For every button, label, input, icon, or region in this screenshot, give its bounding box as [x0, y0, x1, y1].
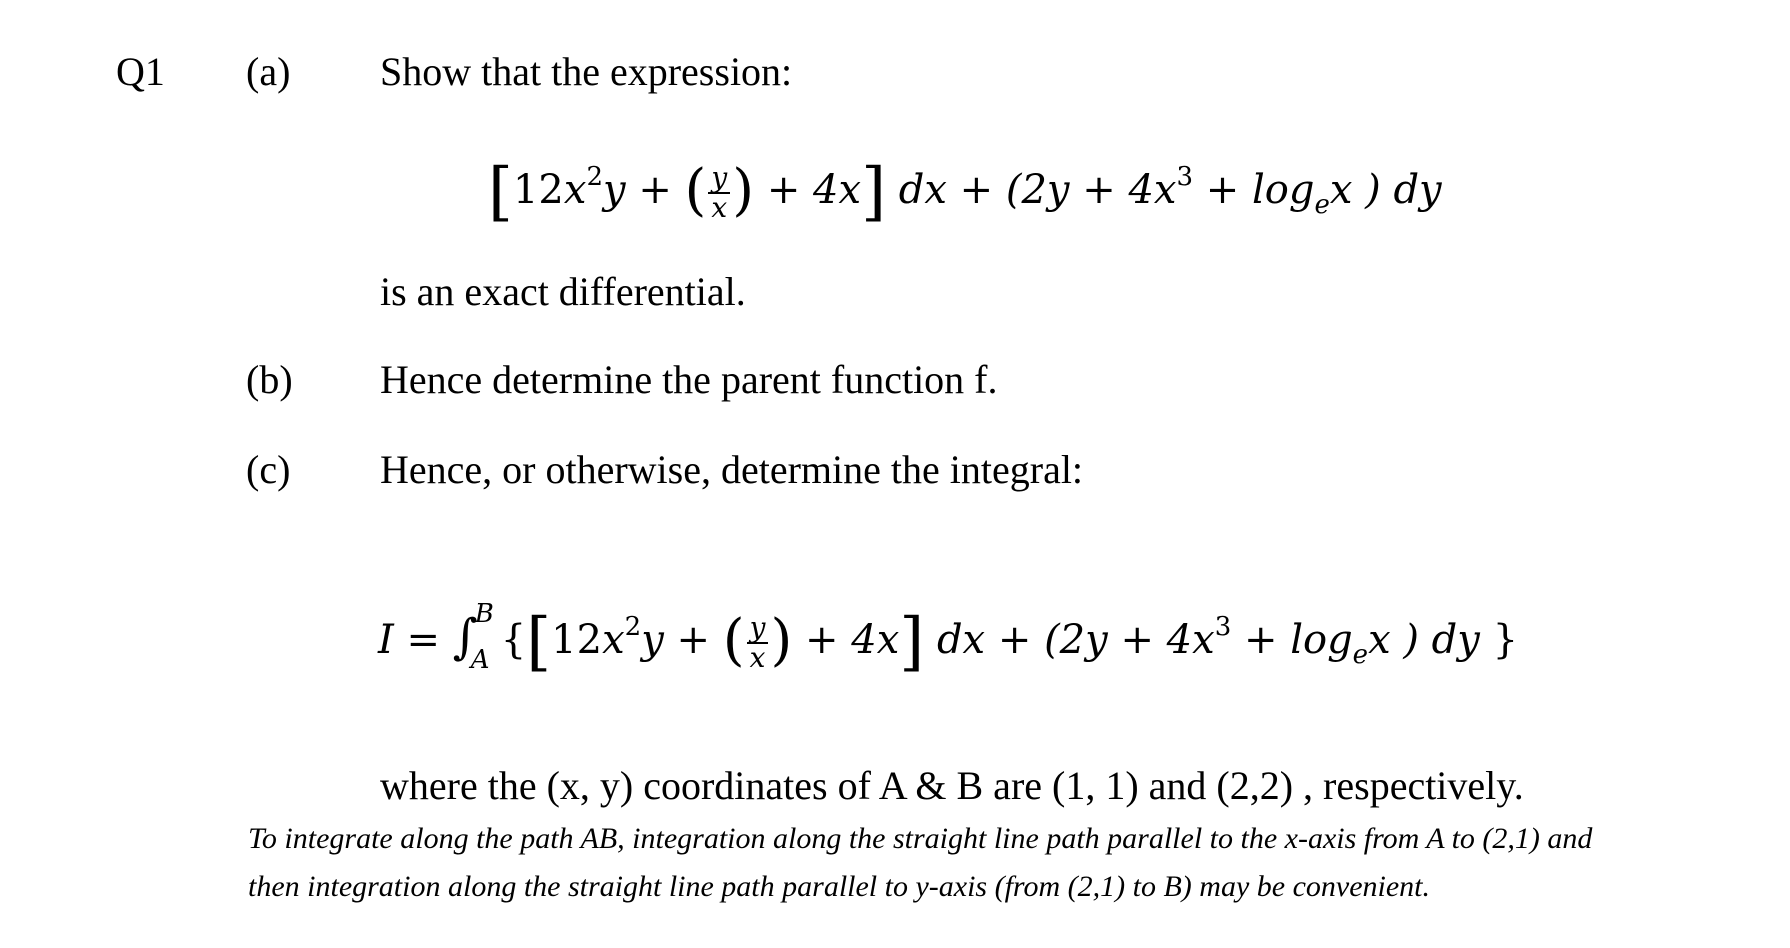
log-argument: x ) dy [1329, 167, 1442, 213]
plus-sign: + [1243, 617, 1278, 663]
exponent-3: 3 [1176, 162, 1194, 192]
part-b-label: (b) [246, 357, 293, 402]
part-c-label: (c) [246, 447, 291, 492]
fraction-y-over-x [708, 161, 730, 224]
fraction-denominator: x [749, 641, 766, 674]
plus-sign: + [1205, 167, 1240, 213]
integral-symbol: ∫ [452, 609, 478, 665]
coef-12: 12 [551, 617, 603, 663]
log-base: e [1314, 190, 1330, 220]
fraction-numerator: y [747, 614, 769, 644]
plus-sign: + [676, 617, 711, 663]
fraction-numerator: y [708, 164, 730, 194]
var-y: y [602, 167, 626, 213]
var-y: y [641, 617, 664, 663]
coef-12: 12 [512, 167, 564, 213]
close-brace: } [1492, 617, 1519, 663]
plus-sign: + [805, 617, 839, 663]
exponent-3: 3 [1214, 612, 1232, 642]
fraction-denominator: x [711, 191, 728, 224]
part-b-text: Hence determine the parent function f. [380, 357, 998, 402]
log-argument: x ) dy [1368, 617, 1480, 663]
log-base: e [1352, 640, 1369, 670]
term-4x: 4x [813, 167, 862, 213]
left-bracket: [ [526, 605, 552, 679]
plus-sign: + [997, 617, 1032, 663]
integral-lower-limit: A [470, 645, 490, 675]
integral-expression [378, 599, 1519, 679]
open-brace: { [500, 617, 527, 663]
exponent-2: 2 [624, 612, 642, 642]
integral-upper-limit: B [474, 599, 494, 629]
plus-sign: + [766, 167, 801, 213]
dy-term-start: (2y + 4x [1044, 617, 1215, 663]
plus-sign: + [959, 167, 994, 213]
coordinates-text: where the (x, y) coordinates of A & B are (1, 1) and (2,2) , respectively. [380, 763, 1524, 808]
log-term: log [1290, 617, 1353, 663]
left-bracket: [ [488, 155, 513, 229]
exact-differential-expression [488, 155, 1442, 229]
var-x: x [563, 167, 587, 213]
right-paren: ) [732, 158, 755, 223]
part-c-text: Hence, or otherwise, determine the integral: [380, 447, 1084, 492]
term-4x: 4x [851, 617, 900, 663]
log-term: log [1251, 167, 1315, 213]
integral-lhs: I = [378, 617, 441, 663]
plus-sign: + [638, 167, 672, 213]
var-x: x [602, 617, 625, 663]
hint-line-1: To integrate along the path AB, integration along the straight line path parallel to the x-axis from A to (2,1) and [248, 822, 1593, 855]
right-paren: ) [770, 608, 793, 673]
dx-term: dx [936, 617, 986, 663]
question-number: Q1 [116, 49, 165, 94]
part-a-label: (a) [246, 49, 291, 94]
exponent-2: 2 [586, 162, 603, 192]
part-a-intro: Show that the expression: [380, 49, 793, 94]
dx-term: dx [898, 167, 947, 213]
left-paren: ( [722, 608, 745, 673]
part-a-outro: is an exact differential. [380, 269, 746, 314]
right-bracket: ] [899, 605, 925, 679]
right-bracket: ] [861, 155, 887, 229]
hint-line-2: then integration along the straight line path parallel to y-axis (from (2,1) to B) may be convenient. [248, 870, 1431, 903]
left-paren: ( [684, 158, 707, 223]
integral-sign [452, 599, 501, 675]
dy-term-start: (2y + 4x [1005, 167, 1177, 213]
fraction-y-over-x [747, 611, 769, 674]
